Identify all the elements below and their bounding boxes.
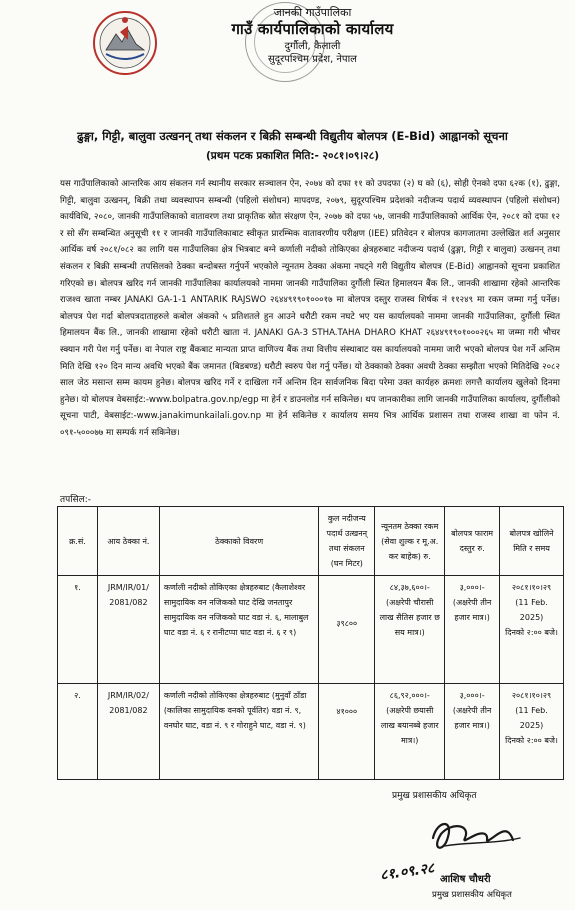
row-min-amount: ८४,३७,६००।- bbox=[389, 583, 430, 592]
row-fee-cell bbox=[445, 684, 500, 780]
row-min-amount: ८६,९२,०००।- bbox=[389, 691, 430, 700]
header-serial: क्र.सं. bbox=[58, 507, 98, 576]
row-serial: २. bbox=[58, 684, 98, 780]
header-description: ठेक्काको विवरण bbox=[159, 507, 319, 576]
row-description: कर्णाली नदीको तोकिएका क्षेत्रहरुबाट (मुनुवाँ ठाँडा (कालिका सामुदायिक वनको पूर्वतिर) वडा नं. ९, वनघोर घाट, वडा नं. ९ र गोराहुने घाट, वडा नं. ९) bbox=[159, 684, 319, 780]
header-min-amount: न्यूनतम ठेक्का रकम (सेवा शुल्क र मू.अ. कर बाहेक) रु. bbox=[375, 507, 445, 576]
table-row bbox=[58, 684, 564, 780]
row-serial: १. bbox=[58, 576, 98, 684]
row-fee: ३,०००।- bbox=[459, 583, 485, 592]
row-volume: ३९८०० bbox=[319, 576, 375, 684]
row-min-amount-words: (अक्षरेपी छयासी लाख बयानब्बे हजार मात्र।) bbox=[380, 706, 439, 745]
province-name: सुदूरपश्चिम प्रदेश, नेपाल bbox=[268, 54, 357, 65]
row-fee-cell bbox=[445, 576, 500, 684]
row-description: कर्णाली नदीको तोकिएका क्षेत्रहरुबाट (कैलाशेश्वर सामुदायिक वन नजिकको घाट देखि जनतापुर सामुदायिक वन नजिकको घाट वडा नं. ६, मालाबुल घाट वडा नं. ६ र रानीटप्पा घाट वडा नं. ६ र ९) bbox=[159, 576, 319, 684]
office-name: गाउँ कार्यपालिकाको कार्यालय bbox=[231, 20, 394, 38]
bid-schedule-table bbox=[57, 506, 564, 780]
signatory-name: आशिष चौधरी bbox=[440, 874, 491, 885]
header-opening-date: बोलपत्र खोलिने मिति र समय bbox=[500, 507, 564, 576]
schedule-label: तपसिल:- bbox=[60, 495, 92, 505]
table-header-row bbox=[58, 507, 564, 576]
notice-subtitle: (प्रथम पटक प्रकाशित मिति:- २०८१।०९।२८) bbox=[205, 150, 379, 162]
header-contract-no: आय ठेक्का नं. bbox=[97, 507, 159, 576]
row-opening-date: २०८१।१०।२९ bbox=[511, 691, 552, 700]
row-opening-time: दिनको २:०० बजे। bbox=[505, 628, 558, 637]
row-min-amount-cell bbox=[375, 576, 445, 684]
signature-date: ८१.०९.२८ bbox=[379, 860, 436, 884]
handwritten-signature-icon bbox=[385, 800, 535, 900]
row-volume: ४१००० bbox=[319, 684, 375, 780]
row-fee-words: (अक्षरेपी तीन हजार मात्र।) bbox=[452, 706, 492, 730]
nepal-emblem-icon bbox=[92, 10, 158, 76]
office-location: दुर्गौली, कैलाली bbox=[284, 41, 341, 52]
notice-body-paragraph: यस गाउँपालिकाको आन्तरिक आय संकलन गर्न स्थानीय सरकार सञ्चालन ऐन, २०७४ को दफा ११ को उपदफा (२) घ को (६), सोही ऐनको दफा ६२क (१), ढुङ्गा, गिट्टी, बालुवा उत्खनन्, बिक्री तथा व्यवस्थापन सम्बन्धी (पहिलो संशोधन) मापदण्ड, २०७९, सुदूरपश्चिम प्रदेशको नदीजन्य पदार्थ व्यवस्थापन (पहिलो संशोधन) कार्यविधि, २०८०, जानकी गाउँपालिकाको वातावरण तथा प्राकृतिक स्रोत संरक्षण ऐन, २०७७ को दफा ५७, जानकी गाउँपालिकाको आर्थिक ऐन, २०८१ को दफा १२ र सो सँग सम्बन्धित अनुसूची ११ र जानकी गाउँपालिकाबाट स्वीकृत प्रारम्भिक वातावरणीय परीक्षण (IEE) प्रतिवेदन र बोलपत्र कागजातमा उल्लेखित शर्त अनुसार आर्थिक वर्ष २०८१/०८२ का लागि यस गाउँपालिका क्षेत्र भित्रबाट बग्ने कर्णाली नदीको तोकिएका क्षेत्रहरुबाट नदीजन्य पदार्थ (ढुङ्गा, गिट्टी र बालुवा) उत्खनन् तथा संकलन र बिक्री सम्बन्धी तपसिलको ठेक्का बन्दोबस्त गर्नुपर्ने भएकोले न्यूनतम ठेक्का अंकमा नघट्ने गरी विद्युतीय बोलपत्र (E-Bid) आह्वानको सूचना प्रकाशित गरिएको छ। बोलपत्र खरिद गर्न जानकी गाउँपालिका कार्यालयको नाममा जानकी गाउँपालिका दुर्गौली स्थित हिमालयन बैंक लि., जानकी शाखामा रहेको आन्तरिक राजश्व खाता नम्बर JANAKI GA-1-1 ANTARIK RAJSWO २६४४९१९०१०००१७ मा बोलपत्र दस्तुर राजस्व शिर्षक नं ११२४९ मा रकम जम्मा गर्नु पर्नेछ। बोलपत्र पेश गर्दा बोलपत्रदाताहरुले कबोल अंकको ५ प्रतिशतले हुन आउने धरौटी रकम नघटे भए यस कार्यालयको नाममा जानकी गाउँपालिका, दुर्गौली स्थित हिमालयन बैंक लि., जानकी शाखामा रहेको धरौटी खाता नं. JANAKI GA-3 STHA.TAHA DHARO KHAT २६४४९१९०१०००२६५ मा जम्मा गरी भौचर स्क्यान गरी पेश गर्नु पर्नेछ। वा नेपाल राष्ट्र बैंकबाट मान्यता प्राप्त वाणिज्य बैंक तथा वित्तीय संस्थाबाट यस कार्यालयको नाममा जारी भएको बोलपत्र पेश गर्ने अन्तिम मिति देखि १२० दिन मान्य अवधि भएको बैंक जमानत (बिडबण्ड) धरौटी स्वरुप पेश गर्नु पर्नेछ। यो ठेक्काको ठेक्का अवधी ठेक्का सम्झौता भएको मितिदेखि २०८२ साल जेठ मसान्त सम्म कायम हुनेछ। बोलपत्र खरिद गर्ने र दाखिला गर्ने अन्तिम दिन सार्वजनिक बिदा परेमा उक्त कार्यहरु क्रमशः लगत्तै कार्यालय खुलेको दिनमा हुनेछ। यो बोलपत्र वेबसाईट:-www.bolpatra.gov.np/egp मा हेर्न र डाउनलोड गर्न सकिनेछ। थप जानकारीका लागि जानकी गाउँपालिका कार्यालय, दुर्गौलीको सूचना पाटी, वेबसाईट:-www.janakimunkailali.gov.np मा हेर्न सकिनेछ र कार्यालय समय भित्र आर्थिक प्रशासन तथा राजस्व शाखा वा फोन नं. ०९१-५०००७७ मा सम्पर्क गर्न सकिनेछ। bbox=[60, 179, 560, 438]
row-opening-date-en: (11 Feb. 2025) bbox=[515, 706, 548, 730]
row-opening-cell bbox=[500, 576, 564, 684]
row-min-amount-cell bbox=[375, 684, 445, 780]
row-contract-no: JRM/IR/02/ 2081/082 bbox=[97, 684, 159, 780]
notice-title: ढुङ्गा, गिट्टी, बालुवा उत्खनन् तथा संकलन र बिक्री सम्बन्धी विद्युतीय बोलपत्र (E-Bid) आह्वानको सूचना bbox=[77, 129, 508, 143]
header-volume: कुल नदीजन्य पदार्थ उत्खनन् तथा संकलन (घन मिटर) bbox=[319, 507, 375, 576]
signatory-role-bottom: प्रमुख प्रशासकीय अधिकृत bbox=[432, 890, 512, 900]
header-fee: बोलपत्र फाराम दस्तुर रु. bbox=[445, 507, 500, 576]
signatory-role-top: प्रमुख प्रशासकीय अधिकृत bbox=[392, 791, 477, 801]
row-opening-date: २०८१।१०।२९ bbox=[511, 583, 552, 592]
row-opening-cell bbox=[500, 684, 564, 780]
letterhead bbox=[170, 6, 455, 66]
municipality-name: जानकी गाउँपालिका bbox=[273, 6, 352, 19]
row-opening-date-en: (11 Feb. 2025) bbox=[515, 598, 548, 622]
row-contract-no: JRM/IR/01/ 2081/082 bbox=[97, 576, 159, 684]
row-opening-time: दिनको २:०० बजे। bbox=[505, 736, 558, 745]
table-row bbox=[58, 576, 564, 684]
row-fee-words: (अक्षरेपी तीन हजार मात्र।) bbox=[452, 598, 492, 622]
notice-heading bbox=[30, 128, 555, 164]
row-min-amount-words: (अक्षरेपी चौरासी लाख सैतिस हजार छ सय मात्र।) bbox=[379, 598, 440, 637]
row-fee: ३,०००।- bbox=[459, 691, 485, 700]
